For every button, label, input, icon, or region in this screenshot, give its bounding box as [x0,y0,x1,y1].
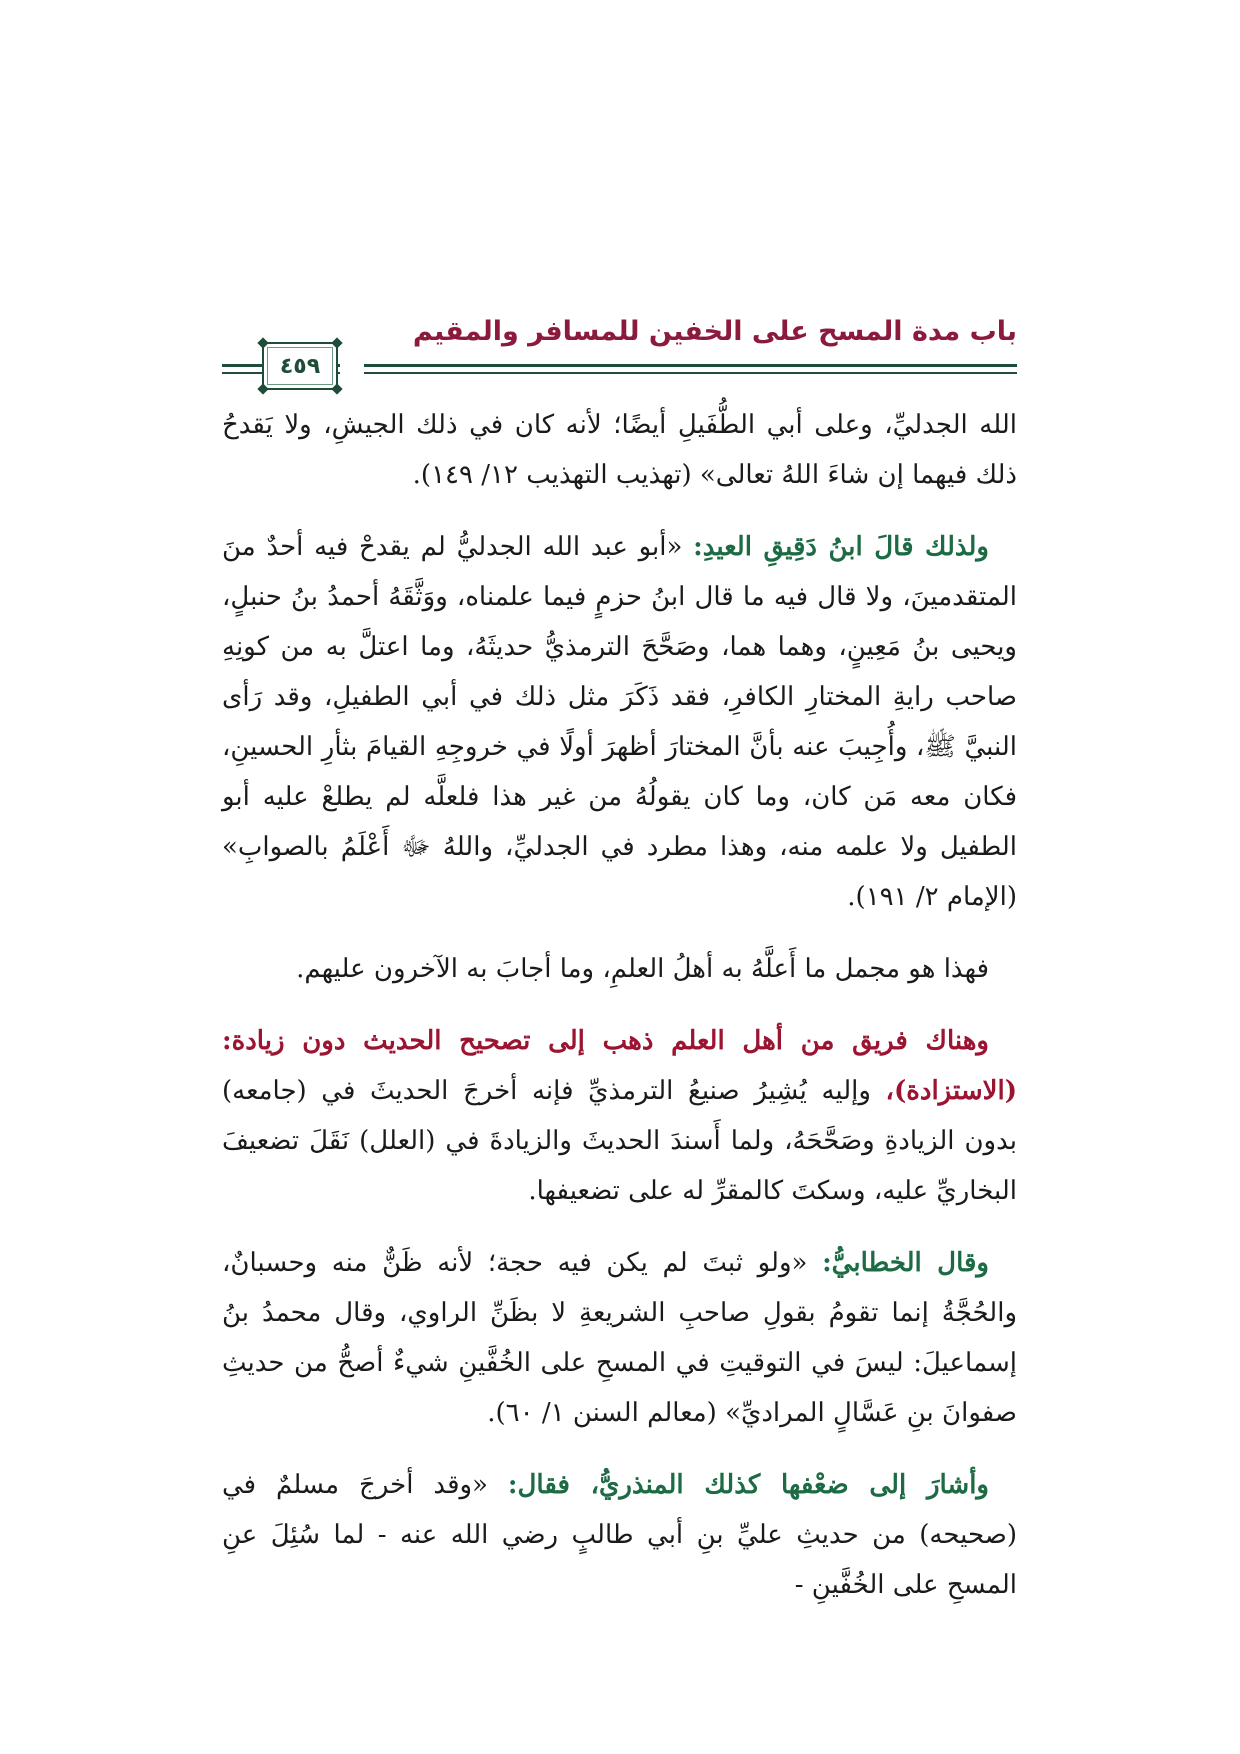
paragraph-text: «أبو عبد الله الجدليُّ لم يقدحْ فيه أحدٌ منَ المتقدمينَ، ولا قال فيه ما قال ابنُ حزمٍ فيما علمناه، ووَثَّقَهُ أحمدُ بنُ حنبلٍ، ويحيى بنُ مَعِينٍ، وهما هما، وصَحَّحَ الترمذيُّ حديثَهُ، وما اعتلَّ به من كونِهِ صاحب رايةِ المختارِ الكافرِ، فقد ذَكَرَ مثل ذلك في أبي الطفيلِ، وقد رَأى النبيَّ ﷺ، وأُجِيبَ عنه بأنَّ المختارَ أظهرَ أولًا في خروجِهِ القيامَ بثأرِ الحسينِ، فكان معه مَن كان، وما كان يقولُهُ من غير هذا فلعلَّه لم يطلعْ عليه أبو الطفيل ولا علمه منه، وهذا مطرد في الجدليِّ، واللهُ ﷻ أَعْلَمُ بالصوابِ» (الإمام ٢/ ١٩١). [222,532,1017,912]
paragraph-lead: ولذلك قالَ ابنُ دَقِيقِ العيدِ: [693,532,989,562]
paragraph-2 [222,522,1017,922]
page-number-badge [262,342,338,390]
chapter-title: باب مدة المسح على الخفين للمسافر والمقيم [412,316,1017,347]
paragraph-6 [222,1460,1017,1610]
paragraph-lead: وأشارَ إلى ضعْفها كذلك المنذريُّ، فقال: [507,1470,989,1500]
page-header [222,316,1017,386]
paragraph-3 [222,944,1017,994]
paragraph-lead: وقال الخطابيُّ: [822,1248,989,1278]
page-number: ٤٥٩ [279,353,321,379]
paragraph-text: فهذا هو مجمل ما أَعلَّهُ به أهلُ العلمِ، وما أجابَ به الآخرون عليهم. [296,954,989,984]
header-rule-right-thin [364,372,1017,374]
page-body [222,400,1017,1632]
ornament-corner-icon [257,337,268,348]
paragraph-text: «وقد أخرجَ مسلمٌ في (صحيحه) من حديثِ عليِّ بنِ أبي طالبٍ رضي الله عنه - لما سُئِلَ عنِ المسحِ على الخُفَّينِ - [222,1470,1017,1600]
ornament-corner-icon [257,383,268,394]
paragraph-5 [222,1238,1017,1438]
paragraph-lead: وهناك فريق من أهل العلم ذهب إلى تصحيح الحديث دون زيادة: (الاستزادة)، [222,1026,1017,1106]
header-rule-right [364,364,1017,367]
paragraph-text: وإليه يُشِيرُ صنيعُ الترمذيِّ فإنه أخرجَ الحديثَ في (جامعه) بدون الزيادةِ وصَحَّحَهُ، ولما أَسندَ الحديثَ والزيادةَ في (العلل) نَقَلَ تضعيفَ البخاريِّ عليه، وسكتَ كالمقرِّ له على تضعيفها. [222,1076,1017,1206]
paragraph-text: الله الجدليِّ، وعلى أبي الطُّفَيلِ أيضًا؛ لأنه كان في ذلك الجيشِ، ولا يَقدحُ ذلك فيهما إن شاءَ اللهُ تعالى» (تهذيب التهذيب ١٢/ ١٤٩). [222,410,1017,490]
ornament-corner-icon [331,337,342,348]
paragraph-4 [222,1016,1017,1216]
ornament-corner-icon [331,383,342,394]
paragraph-1 [222,400,1017,500]
paragraph-text: «ولو ثبتَ لم يكن فيه حجة؛ لأنه ظَنٌّ منه وحسبانٌ، والحُجَّةُ إنما تقومُ بقولِ صاحبِ الشريعةِ لا بظَنِّ الراوي، وقال محمدُ بنُ إسماعيلَ: ليسَ في التوقيتِ في المسحِ على الخُفَّينِ شيءٌ أصحُّ من حديثِ صفوانَ بنِ عَسَّالٍ المراديِّ» (معالم السنن ١/ ٦٠). [222,1248,1017,1428]
